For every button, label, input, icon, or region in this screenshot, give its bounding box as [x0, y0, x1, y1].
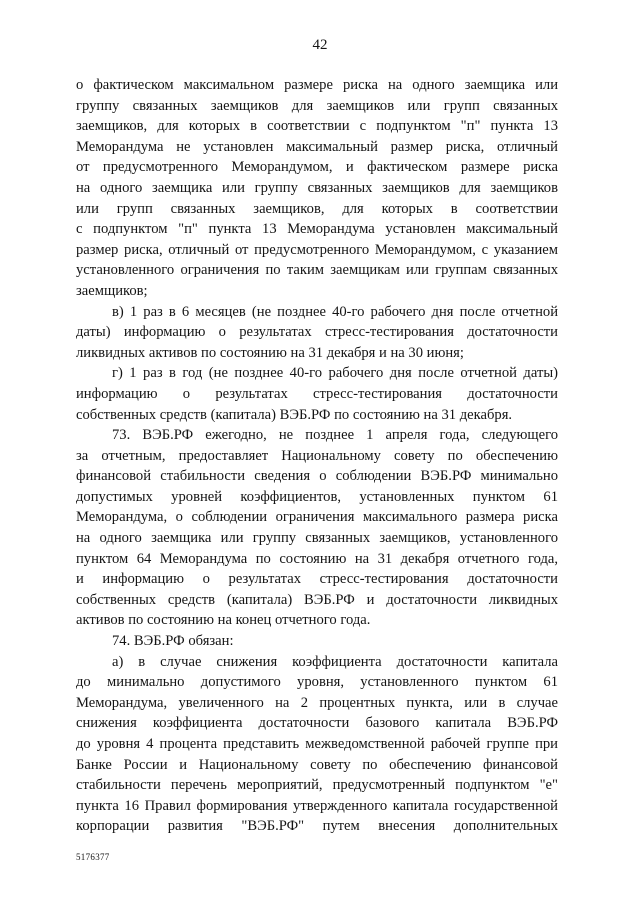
text-line: за отчетным, предоставляет Национальному совету по обеспечению [76, 447, 558, 464]
paragraph-73 [76, 425, 558, 631]
text-line: пункта 16 Правил формирования утвержденного капитала государственной [76, 797, 558, 814]
document-code: 5176377 [76, 852, 110, 862]
text-line: в) 1 раз в 6 месяцев (не позднее 40-го рабочего дня после отчетной [112, 303, 558, 320]
text-line: Меморандума, о соблюдении ограничения максимального размера риска [76, 509, 558, 526]
text-line: ликвидных активов по состоянию на 31 декабря и на 30 июня; [76, 344, 464, 361]
text-line: корпорации развития "ВЭБ.РФ" путем внесения дополнительных [76, 818, 558, 835]
text-line: Меморандума не установлен максимальный размер риска, отличный [76, 138, 558, 155]
paragraph-74-heading [76, 631, 558, 652]
text-line: 74. ВЭБ.РФ обязан: [112, 633, 234, 650]
document-body [76, 75, 558, 837]
text-line: на одного заемщика или группу связанных заемщиков для заемщиков [76, 179, 558, 196]
text-line: собственных средств (капитала) ВЭБ.РФ по состоянию на 31 декабря. [76, 406, 513, 423]
text-line: финансовой стабильности сведения о соблюдении ВЭБ.РФ минимально [76, 468, 558, 485]
text-line: Меморандума, увеличенного на 2 процентных пункта, или в случае [76, 694, 558, 711]
text-line: даты) информацию о результатах стресс-тестирования достаточности [76, 324, 558, 341]
text-line: или групп связанных заемщиков, для которых в соответствии [76, 200, 558, 217]
paragraph-item-a [76, 652, 558, 837]
text-line: с подпунктом "п" пункта 13 Меморандума установлен максимальный [76, 221, 558, 238]
text-line: о фактическом максимальном размере риска на одного заемщика или [76, 77, 558, 93]
text-line: заемщиков, для которых в соответствии с подпунктом "п" пункта 13 [76, 118, 558, 135]
text-line: до уровня 4 процента представить межведомственной рабочей группе при [76, 736, 558, 752]
page-number: 42 [312, 37, 328, 53]
text-line: собственных средств (капитала) ВЭБ.РФ и достаточности ликвидных [76, 591, 558, 608]
text-line: Банке России и Национальному совету по обеспечению финансовой [76, 756, 558, 773]
paragraph-item-v [76, 302, 558, 364]
text-line: на одного заемщика или группу связанных заемщиков, установленного [76, 530, 558, 547]
text-line: допустимых уровней коэффициентов, установленных пунктом 61 [76, 488, 558, 505]
text-line: г) 1 раз в год (не позднее 40-го рабочего дня после отчетной даты) [112, 365, 558, 382]
text-line: заемщиков; [76, 282, 148, 299]
text-line: размер риска, отличный от предусмотренного Меморандумом, с указанием [76, 241, 558, 258]
text-line: стабильности перечень мероприятий, предусмотренный подпунктом "е" [76, 777, 558, 794]
text-line: установленного ограничения по таким заемщикам или группам связанных [76, 262, 558, 279]
paragraph-continuation [76, 75, 558, 302]
text-line: пунктом 64 Меморандума по состоянию на 31 декабря отчетного года, [76, 550, 558, 567]
text-line: снижения коэффициента достаточности базового капитала ВЭБ.РФ [76, 715, 558, 732]
text-line: до минимально допустимого уровня, установленного пунктом 61 [76, 674, 558, 691]
text-line: информацию о результатах стресс-тестирования достаточности [76, 385, 558, 402]
text-line: активов по состоянию на конец отчетного года. [76, 612, 371, 629]
text-line: и информацию о результатах стресс-тестирования достаточности [76, 571, 558, 588]
text-line: а) в случае снижения коэффициента достаточности капитала [112, 653, 558, 670]
paragraph-item-g [76, 363, 558, 425]
text-line: от предусмотренного Меморандумом, и фактическом размере риска [76, 159, 558, 176]
text-line: группу связанных заемщиков для заемщиков или групп связанных [76, 97, 558, 114]
text-line: 73. ВЭБ.РФ ежегодно, не позднее 1 апреля года, следующего [112, 427, 558, 444]
